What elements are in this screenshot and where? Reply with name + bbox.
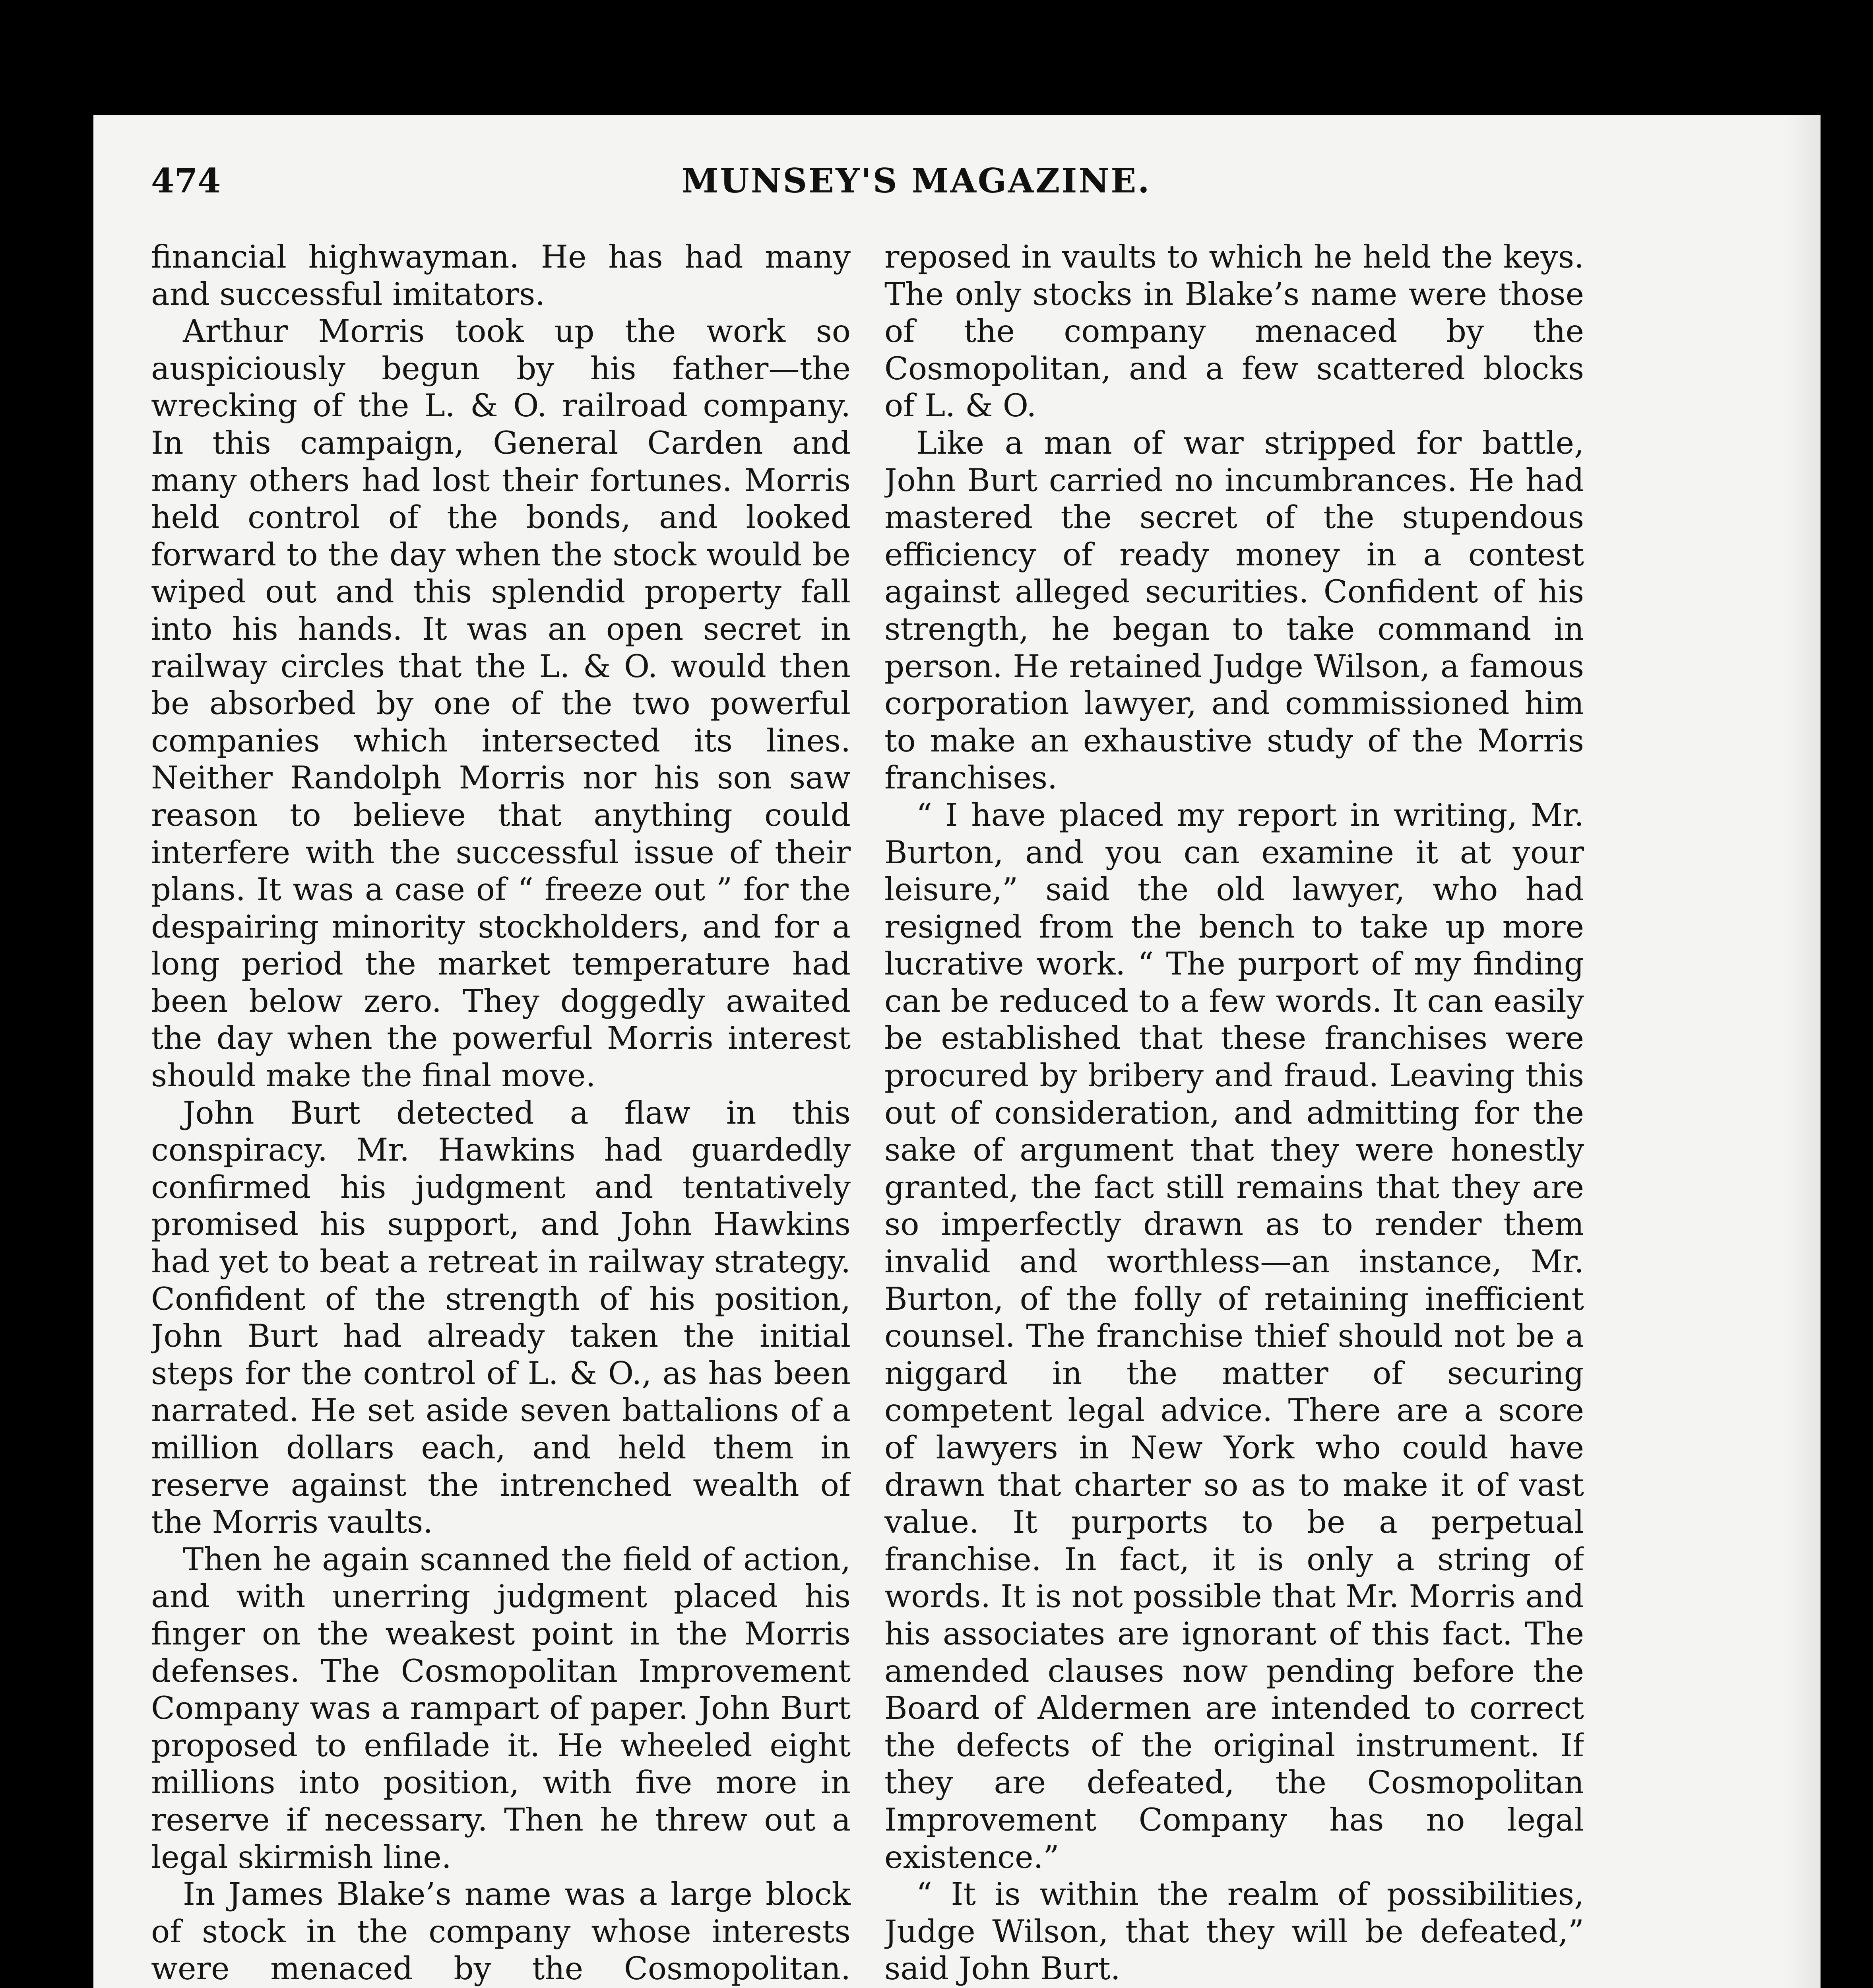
- paragraph: Arthur Morris took up the work so auspiciously begun by his father—the wrecking of the L. & O. railroad company. In this campaign, General Carden and many others had lost their fortunes. Morris held control of the bonds, and looked forward to the day when the stock would be wiped out and this splendid property fall into his hands. It was an open secret in railway circles that the L. & O. would then be absorbed by one of the two powerful companies which intersected its lines. Neither Randolph Morris nor his son saw reason to believe that anything could interfere with the successful issue of their plans. It was a case of “ freeze out ” for the despairing minority stockholders, and for a long period the market temperature had been below zero. They doggedly awaited the day when the powerful Morris interest should make the final move.: [151, 313, 851, 1094]
- paragraph: “ It is within the realm of possibilities, Judge Wilson, that they will be defeated,” said John Burt.: [884, 1876, 1584, 1987]
- text-column-right: [884, 239, 1584, 1988]
- paragraph: Then he again scanned the field of action, and with unerring judgment placed his finger on the weakest point in the Morris defenses. The Cosmopolitan Improvement Company was a rampart of paper. John Burt proposed to enfilade it. He wheeled eight millions into position, with five more in reserve if necessary. Then he threw out a legal skirmish line.: [151, 1541, 851, 1875]
- paragraph: “ I have placed my report in writing, Mr. Burton, and you can examine it at your leisure,” said the old lawyer, who had resigned from the bench to take up more lucrative work. “ The purport of my finding can be reduced to a few words. It can easily be established that these franchises were procured by bribery and fraud. Leaving this out of consideration, and admitting for the sake of argument that they were honestly granted, the fact still remains that they are so imperfectly drawn as to render them invalid and worthless—an instance, Mr. Burton, of the folly of retaining inefficient counsel. The franchise thief should not be a niggard in the matter of securing competent legal advice. There are a score of lawyers in New York who could have drawn that charter so as to make it of vast value. It purports to be a perpetual franchise. In fact, it is only a string of words. It is not possible that Mr. Morris and his associates are ignorant of this fact. The amended clauses now pending before the Board of Aldermen are intended to correct the defects of the original instrument. If they are defeated, the Cosmopolitan Improvement Company has no legal existence.”: [884, 797, 1584, 1875]
- paragraph: In James Blake’s name was a large block of stock in the company whose interests were menaced by the Cosmopolitan.: [151, 1876, 851, 1987]
- page-number: 474: [151, 161, 221, 200]
- page-edge-shadow: [1785, 115, 1821, 1988]
- paragraph: John Burt detected a flaw in this conspiracy. Mr. Hawkins had guardedly confirmed his judgment and tentatively promised his support, and John Hawkins had yet to beat a retreat in railway strategy. Confident of the strength of his position, John Burt had already taken the initial steps for the control of L. & O., as has been narrated. He set aside seven battalions of a million dollars each, and held them in reserve against the intrenched wealth of the Morris vaults.: [151, 1095, 851, 1541]
- text-column-left: [151, 239, 851, 1988]
- running-title: MUNSEY'S MAGAZINE.: [681, 161, 1151, 200]
- page-header: [151, 159, 1681, 203]
- paragraph: reposed in vaults to which he held the keys. The only stocks in Blake’s name were those of the company menaced by the Cosmopolitan, and a few scattered blocks of L. & O.: [884, 239, 1584, 424]
- paragraph: Like a man of war stripped for battle, John Burt carried no incumbrances. He had mastered the secret of the stupendous efficiency of ready money in a contest against alleged securities. Confident of his strength, he began to take command in person. He retained Judge Wilson, a famous corporation lawyer, and commissioned him to make an exhaustive study of the Morris franchises.: [884, 425, 1584, 796]
- paragraph: financial highwayman. He has had many and successful imitators.: [151, 239, 851, 313]
